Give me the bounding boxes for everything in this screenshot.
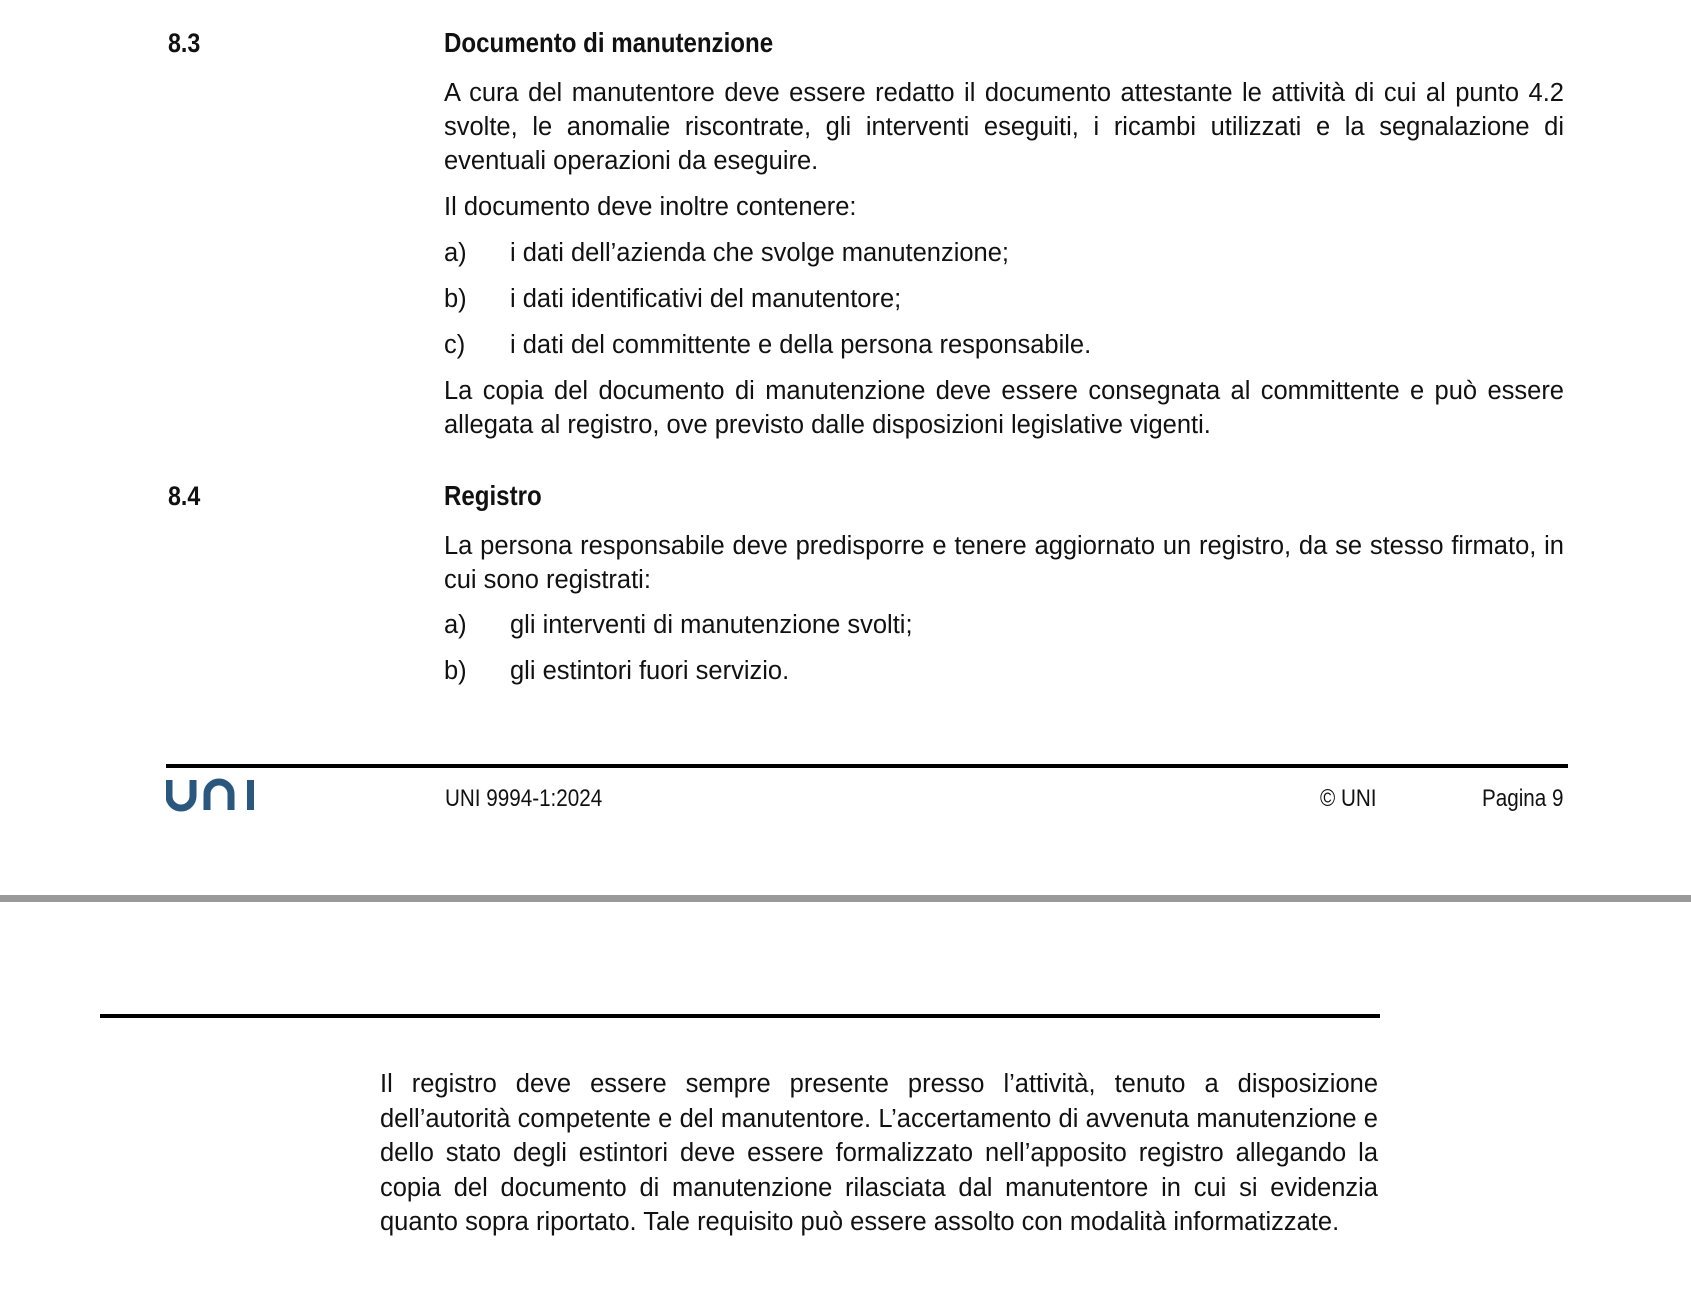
list-item-text: gli estintori fuori servizio. bbox=[510, 657, 790, 685]
list-item-label: b) bbox=[444, 657, 467, 685]
list-item-label: b) bbox=[444, 285, 467, 313]
section-title: Documento di manutenzione bbox=[444, 27, 774, 58]
registro-paragraph: Il registro deve essere sempre presente presso l’attività, tenuto a disposizione dell’autorità competente e del manutentore. L’accertamento di avvenuta manutenzione e dello stato degli estintori deve essere formalizzato nell’apposito registro allegando la copia del documento di manutenzione rilasciata dal manutentore in cui si evidenzia quanto sopra riportato. Tale requisito può essere assolto con modalità informatizzate. bbox=[380, 1070, 1378, 1237]
list-item-label: a) bbox=[444, 611, 467, 639]
copyright-text: © UNI bbox=[1320, 785, 1377, 812]
list-item-text: i dati identificativi del manutentore; bbox=[510, 285, 902, 313]
list-lead-text: Il documento deve inoltre contenere: bbox=[444, 193, 857, 221]
standard-code: UNI 9994-1:2024 bbox=[445, 785, 603, 812]
section-closing-paragraph: La copia del documento di manutenzione deve essere consegnata al committente e può essere allegata al registro, ove previsto dalle disposizioni legislative vigenti. bbox=[444, 377, 1564, 439]
header-rule bbox=[100, 1014, 1380, 1018]
section-number: 8.3 bbox=[168, 28, 201, 58]
list-item-text: gli interventi di manutenzione svolti; bbox=[510, 611, 913, 639]
page-separator bbox=[0, 895, 1691, 902]
list-item-label: a) bbox=[444, 239, 467, 267]
section-number: 8.4 bbox=[168, 481, 201, 511]
uni-logo bbox=[166, 778, 262, 812]
uni-logo-icon bbox=[166, 778, 262, 812]
footer-rule bbox=[166, 764, 1568, 768]
section-intro-paragraph: A cura del manutentore deve essere redatto il documento attestante le attività di cui al punto 4.2 svolte, le anomalie riscontrate, gli interventi eseguiti, i ricambi utilizzati e la segnalazione di eventuali operazioni da eseguire. bbox=[444, 79, 1564, 175]
list-item-label: c) bbox=[444, 331, 466, 359]
section-intro-paragraph: La persona responsabile deve predisporre e tenere aggiornato un registro, da se stesso firmato, in cui sono registrati: bbox=[444, 532, 1564, 594]
list-item-text: i dati dell’azienda che svolge manutenzione; bbox=[510, 239, 1009, 267]
section-title: Registro bbox=[444, 480, 542, 511]
page-number: Pagina 9 bbox=[1482, 785, 1564, 812]
list-item-text: i dati del committente e della persona responsabile. bbox=[510, 331, 1092, 359]
